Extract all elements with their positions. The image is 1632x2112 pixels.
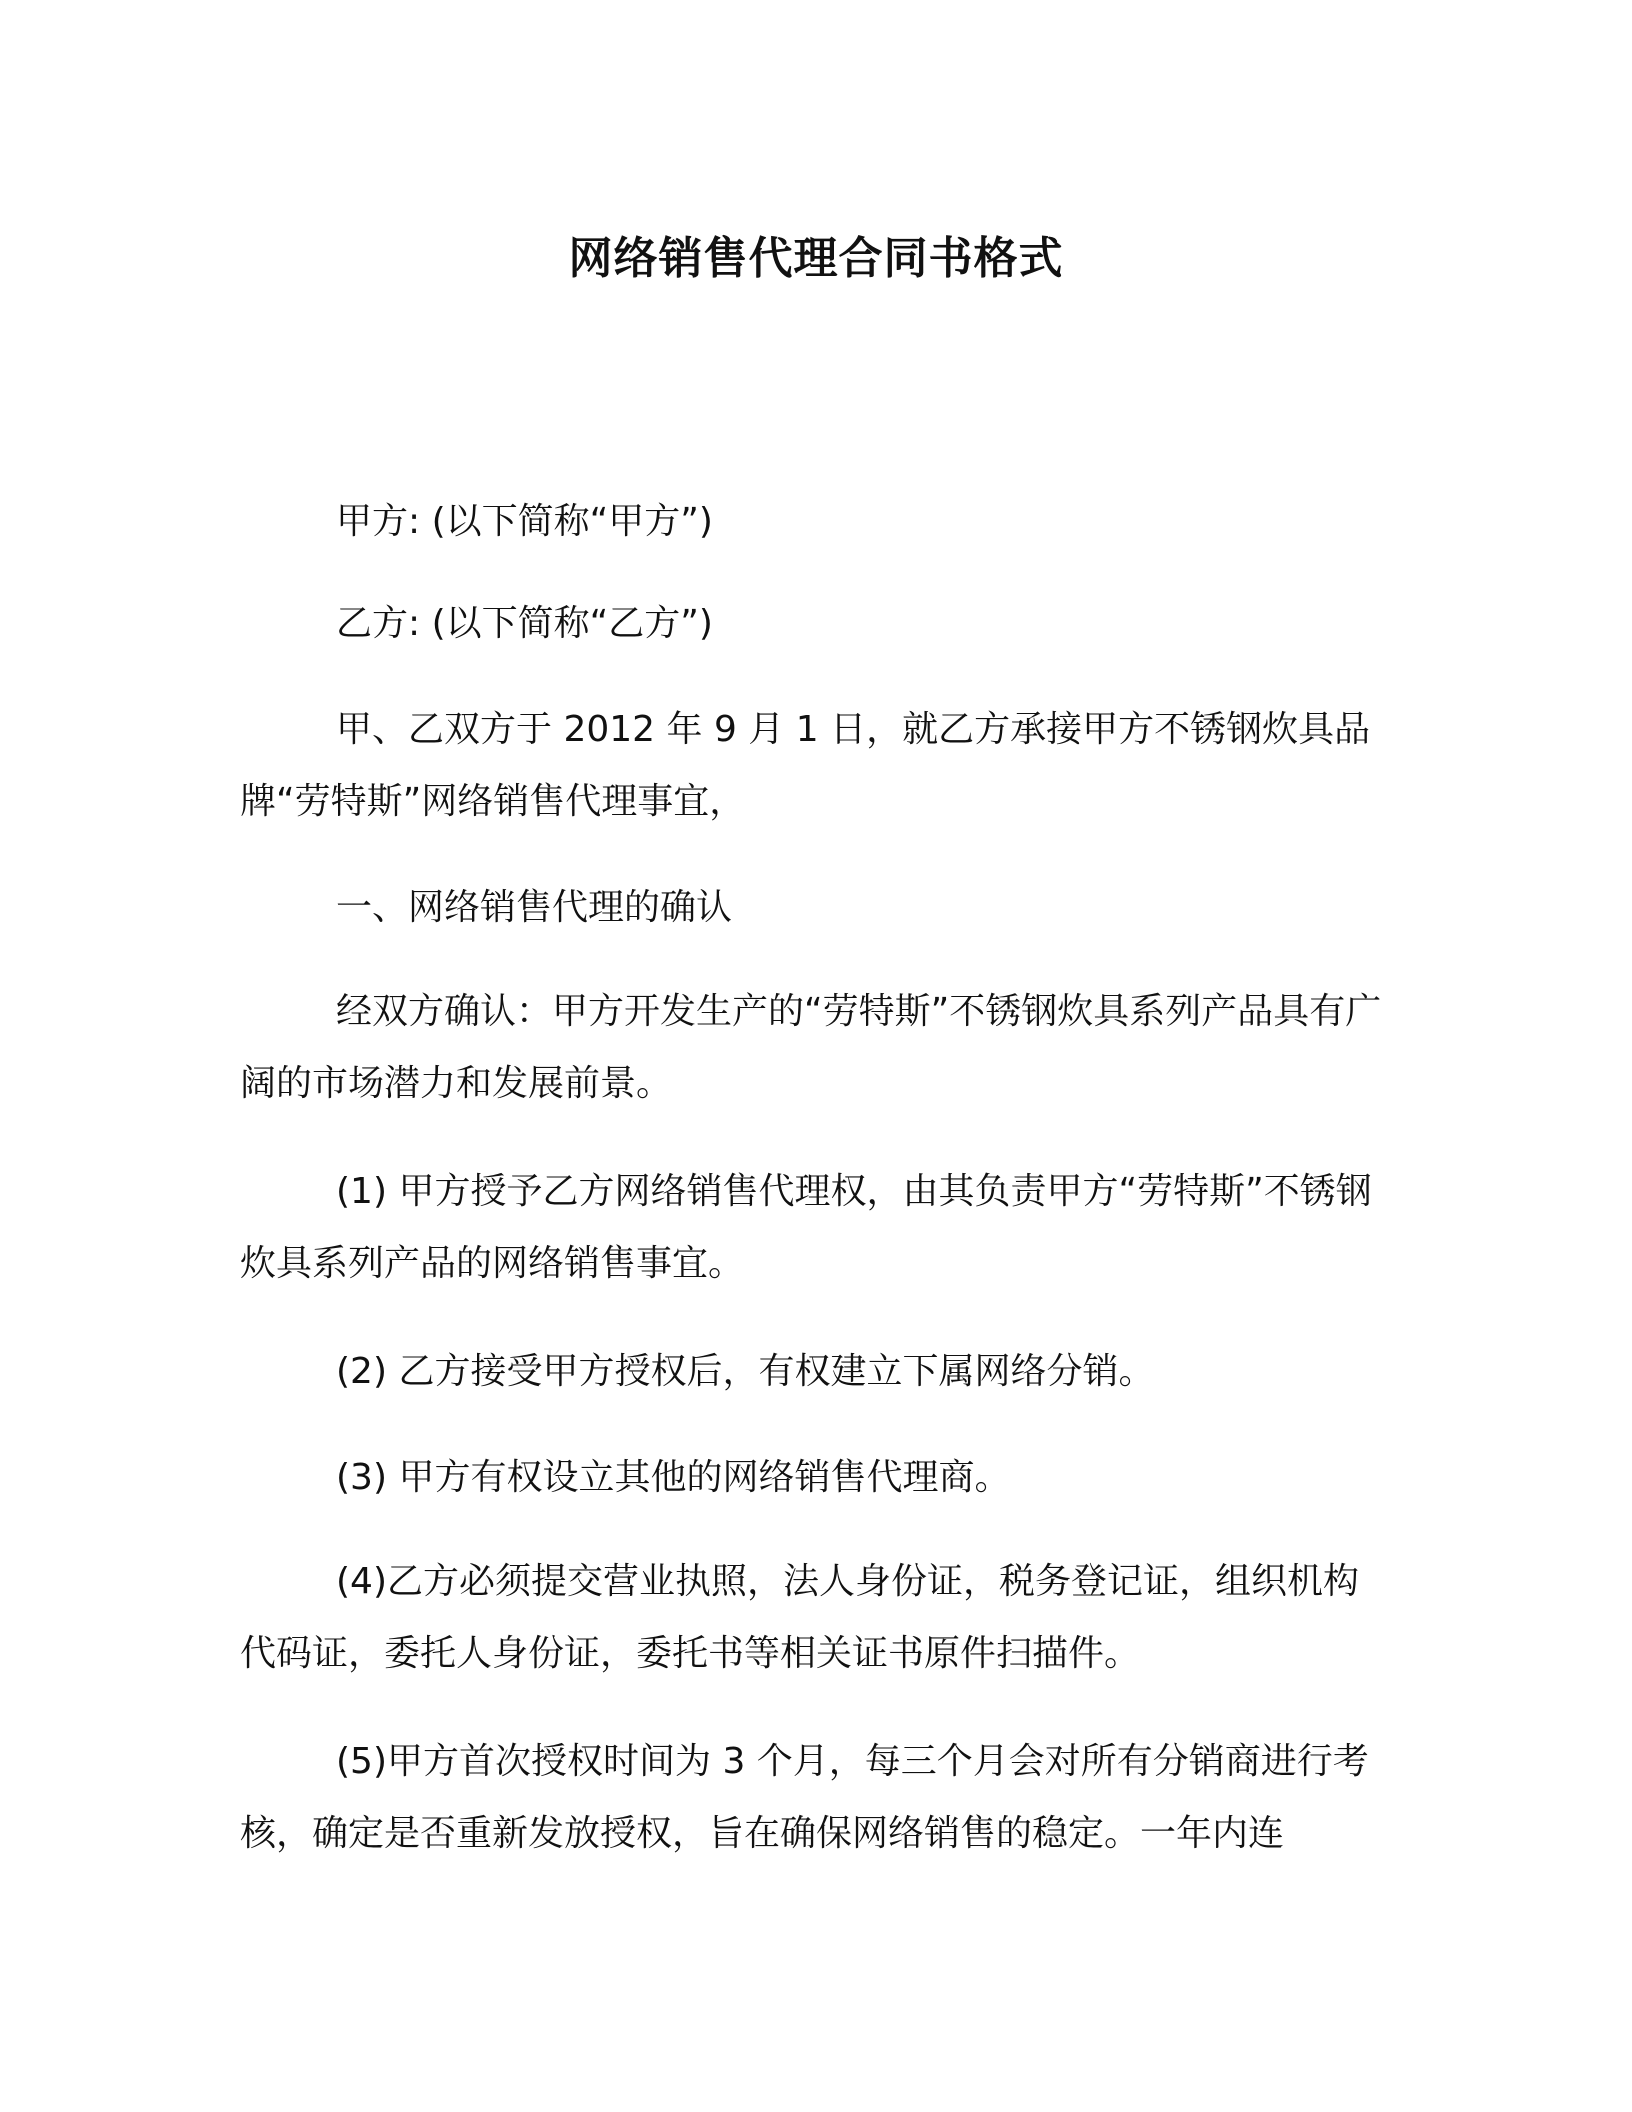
clause-item-2: (2) 乙方接受甲方授权后，有权建立下属网络分销。 (336, 1351, 1155, 1392)
party-a-line: 甲方: (以下简称“甲方”) (336, 501, 713, 542)
clause-item-1: (1) 甲方授予乙方网络销售代理权，由其负责甲方“劳特斯”不锈钢炊具系列产品的网络销售事宜。 (240, 1171, 1372, 1284)
clause-item-5: (5)甲方首次授权时间为 3 个月，每三个月会对所有分销商进行考核，确定是否重新发放授权，旨在确保网络销售的稳定。一年内连 (240, 1741, 1369, 1854)
party-b-line: 乙方: (以下简称“乙方”) (336, 603, 713, 644)
clause-item-4: (4)乙方必须提交营业执照，法人身份证，税务登记证，组织机构代码证，委托人身份证，委托书等相关证书原件扫描件。 (240, 1561, 1359, 1674)
clause-item-3: (3) 甲方有权设立其他的网络销售代理商。 (336, 1457, 1011, 1498)
document-title: 网络销售代理合同书格式 (568, 233, 1064, 284)
section-1-heading: 一、网络销售代理的确认 (336, 887, 733, 928)
intro-paragraph: 甲、乙双方于 2012 年 9 月 1 日，就乙方承接甲方不锈钢炊具品牌“劳特斯”网络销售代理事宜， (240, 709, 1371, 822)
confirmation-paragraph: 经双方确认：甲方开发生产的“劳特斯”不锈钢炊具系列产品具有广阔的市场潜力和发展前景。 (240, 991, 1382, 1104)
